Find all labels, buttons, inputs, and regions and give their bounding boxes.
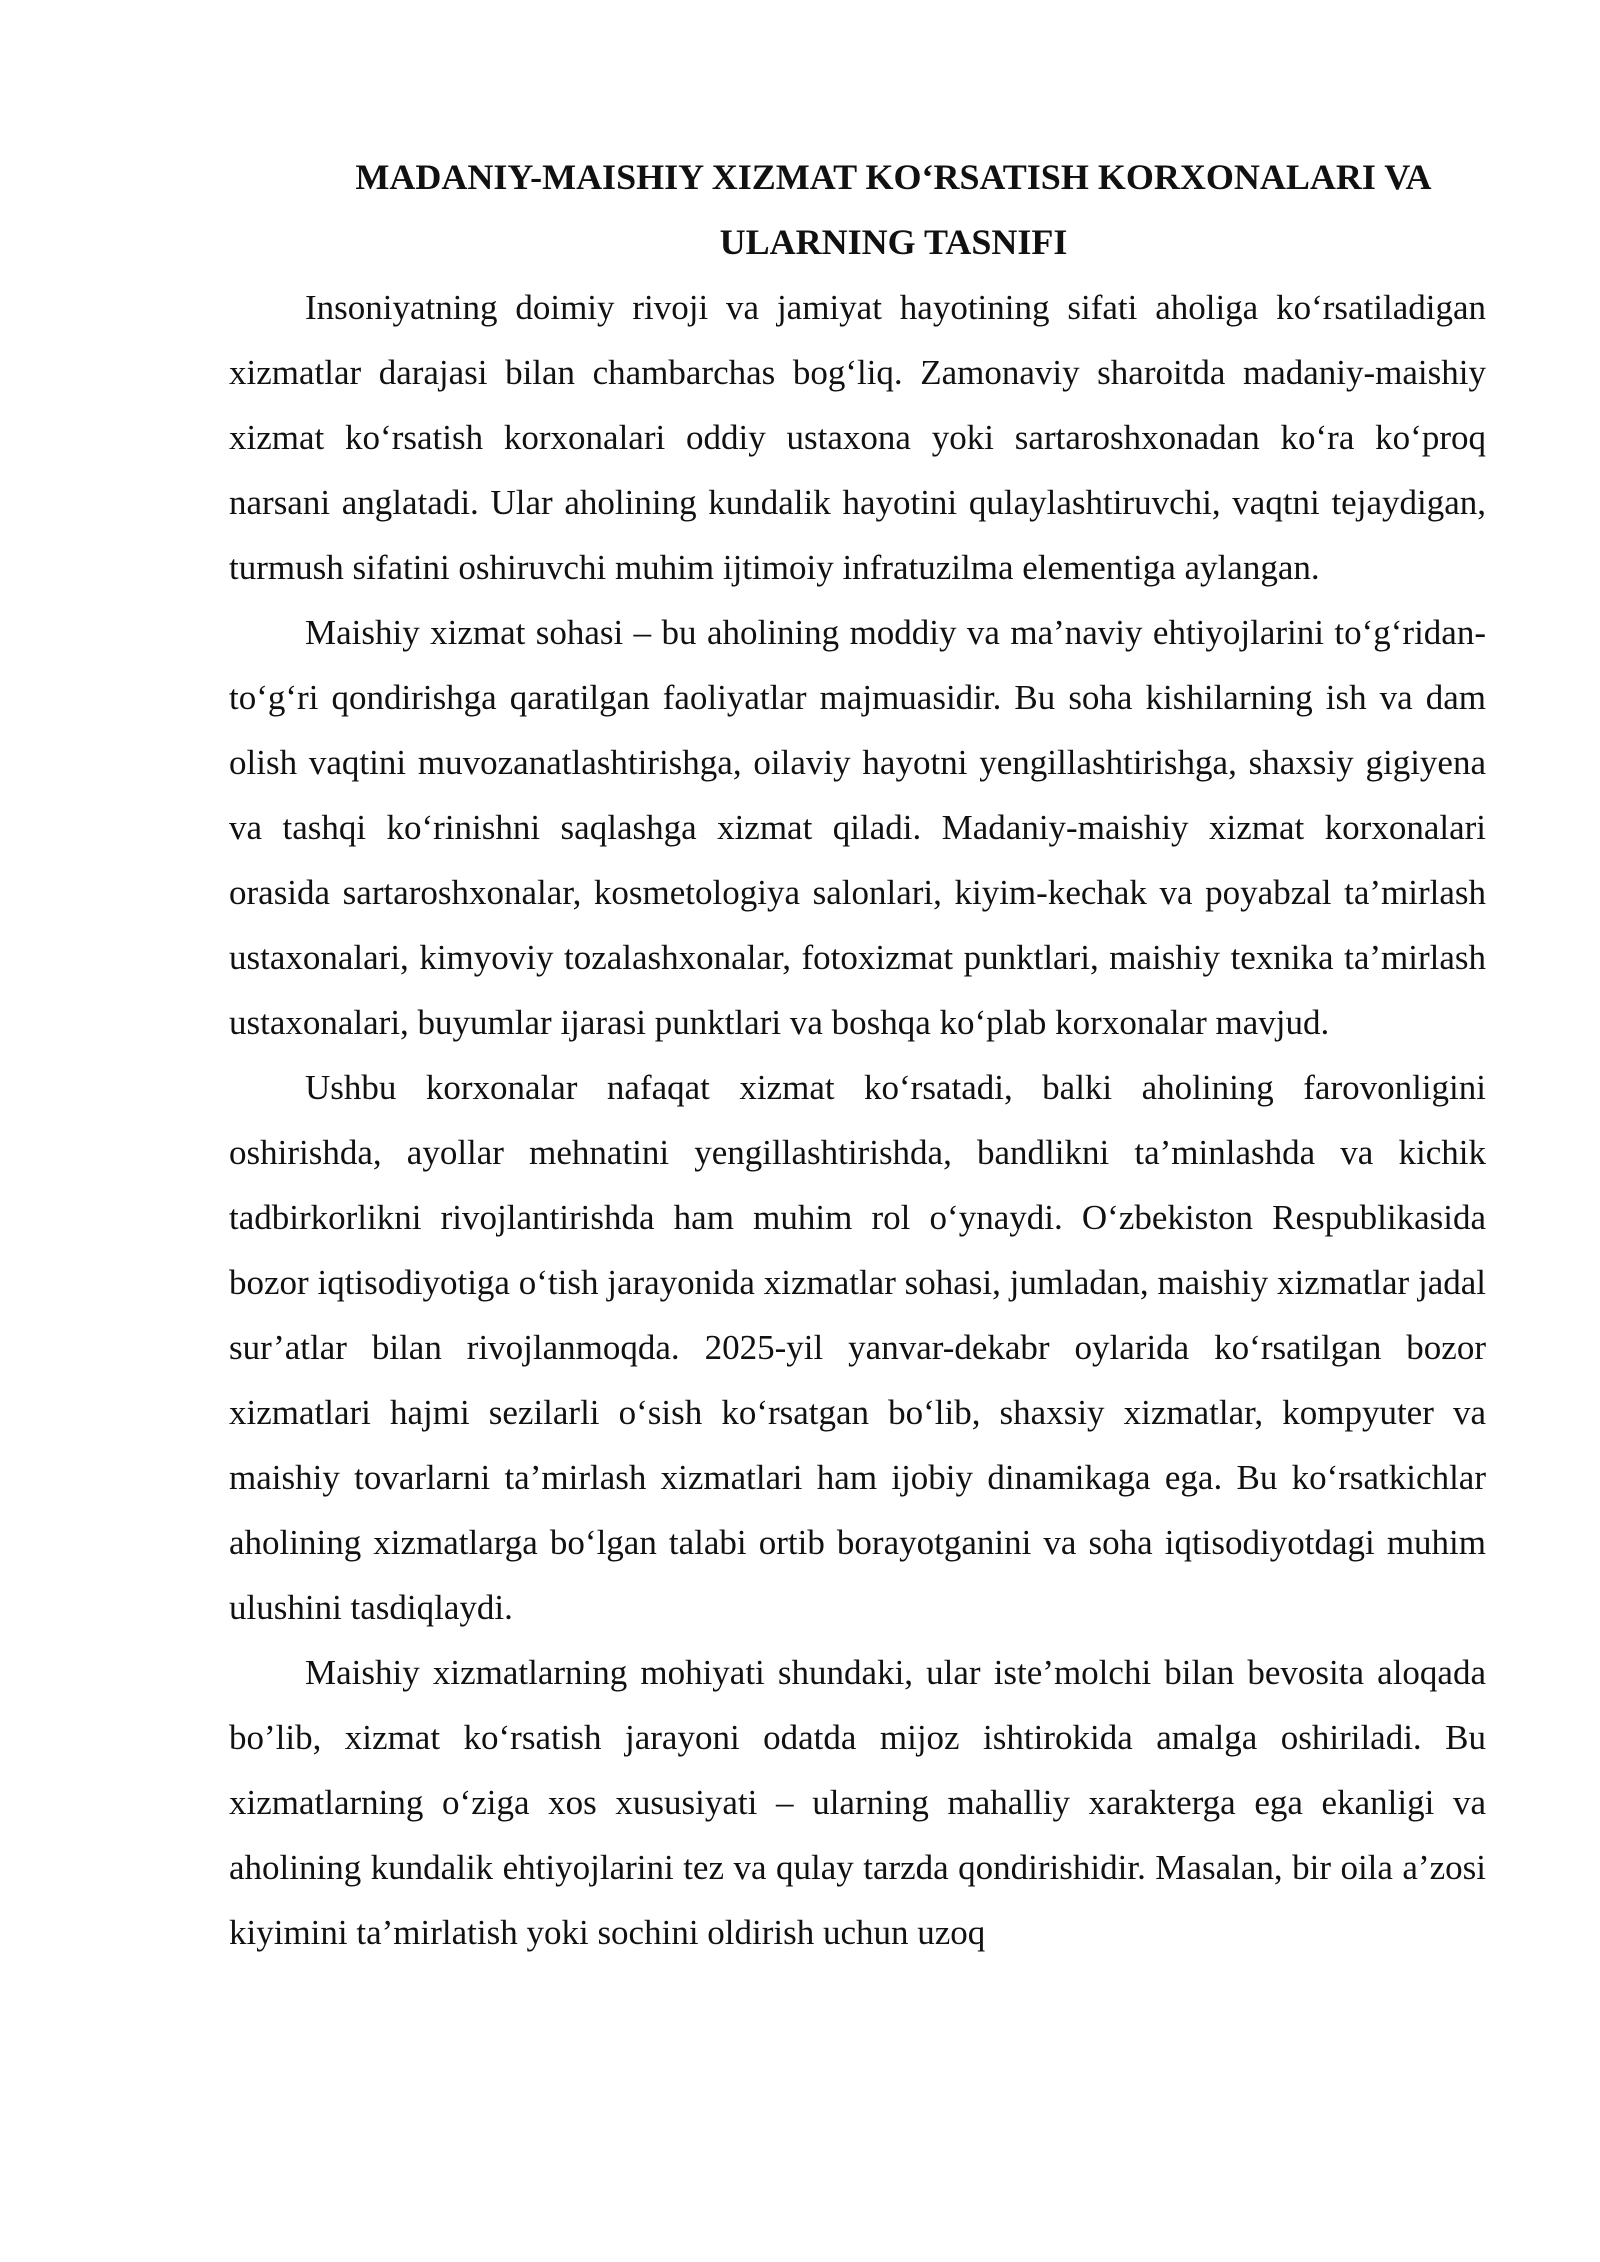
title-line-2: ULARNING TASNIFI xyxy=(719,222,1068,262)
paragraph-4: Maishiy xizmatlarning mohiyati shundaki, ular iste’molchi bilan bevosita aloqada bo’lib, xizmat ko‘rsatish jarayoni odatda mijoz ishtirokida amalga oshiriladi. Bu xizmatlarning o‘ziga xos xususiyati – ularning mahalliy xarakterga ega ekanligi va aholining kundalik ehtiyojlarini tez va qulay tarzda qondirishidir. Masalan, bir oila a’zosi kiyimini ta’mirlatish yoki sochini oldirish uchun uzoq xyxy=(229,1653,1486,1952)
title-line-1: MADANIY-MAISHIY XIZMAT KO‘RSATISH KORXONALARI VA xyxy=(355,157,1432,197)
paragraph-2: Maishiy xizmat sohasi – bu aholining moddiy va ma’naviy ehtiyojlarini to‘g‘ridan-to‘g‘ri qondirishga qaratilgan faoliyatlar majmuasidir. Bu soha kishilarning ish va dam olish vaqtini muvozanatlashtirishga, oilaviy hayotni yengillashtirishga, shaxsiy gigiyena va tashqi ko‘rinishni saqlashga xizmat qiladi. Madaniy-maishiy xizmat korxonalari orasida sartaroshxonalar, kosmetologiya salonlari, kiyim-kechak va poyabzal ta’mirlash ustaxonalari, kimyoviy tozalashxonalar, fotoxizmat punktlari, maishiy texnika ta’mirlash ustaxonalari, buyumlar ijarasi punktlari va boshqa ko‘plab korxonalar mavjud. xyxy=(229,613,1486,1042)
document-body xyxy=(229,145,1486,1965)
paragraph-1: Insoniyatning doimiy rivoji va jamiyat hayotining sifati aholiga ko‘rsatiladigan xizmatlar darajasi bilan chambarchas bog‘liq. Zamonaviy sharoitda madaniy-maishiy xizmat ko‘rsatish korxonalari oddiy ustaxona yoki sartaroshxonadan ko‘ra ko‘proq narsani anglatadi. Ular aholining kundalik hayotini qulaylashtiruvchi, vaqtni tejaydigan, turmush sifatini oshiruvchi muhim ijtimoiy infratuzilma elementiga aylangan. xyxy=(229,288,1486,587)
document-title xyxy=(229,145,1486,275)
paragraph-3: Ushbu korxonalar nafaqat xizmat ko‘rsatadi, balki aholining farovonligini oshirishda, ayollar mehnatini yengillashtirishda, bandlikni ta’minlashda va kichik tadbirkorlikni rivojlantirishda ham muhim rol o‘ynaydi. O‘zbekiston Respublikasida bozor iqtisodiyotiga o‘tish jarayonida xizmatlar sohasi, jumladan, maishiy xizmatlar jadal sur’atlar bilan rivojlanmoqda. 2025-yil yanvar-dekabr oylarida ko‘rsatilgan bozor xizmatlari hajmi sezilarli o‘sish ko‘rsatgan bo‘lib, shaxsiy xizmatlar, kompyuter va maishiy tovarlarni ta’mirlash xizmatlari ham ijobiy dinamikaga ega. Bu ko‘rsatkichlar aholining xizmatlarga bo‘lgan talabi ortib borayotganini va soha iqtisodiyotdagi muhim ulushini tasdiqlaydi. xyxy=(229,1068,1486,1627)
